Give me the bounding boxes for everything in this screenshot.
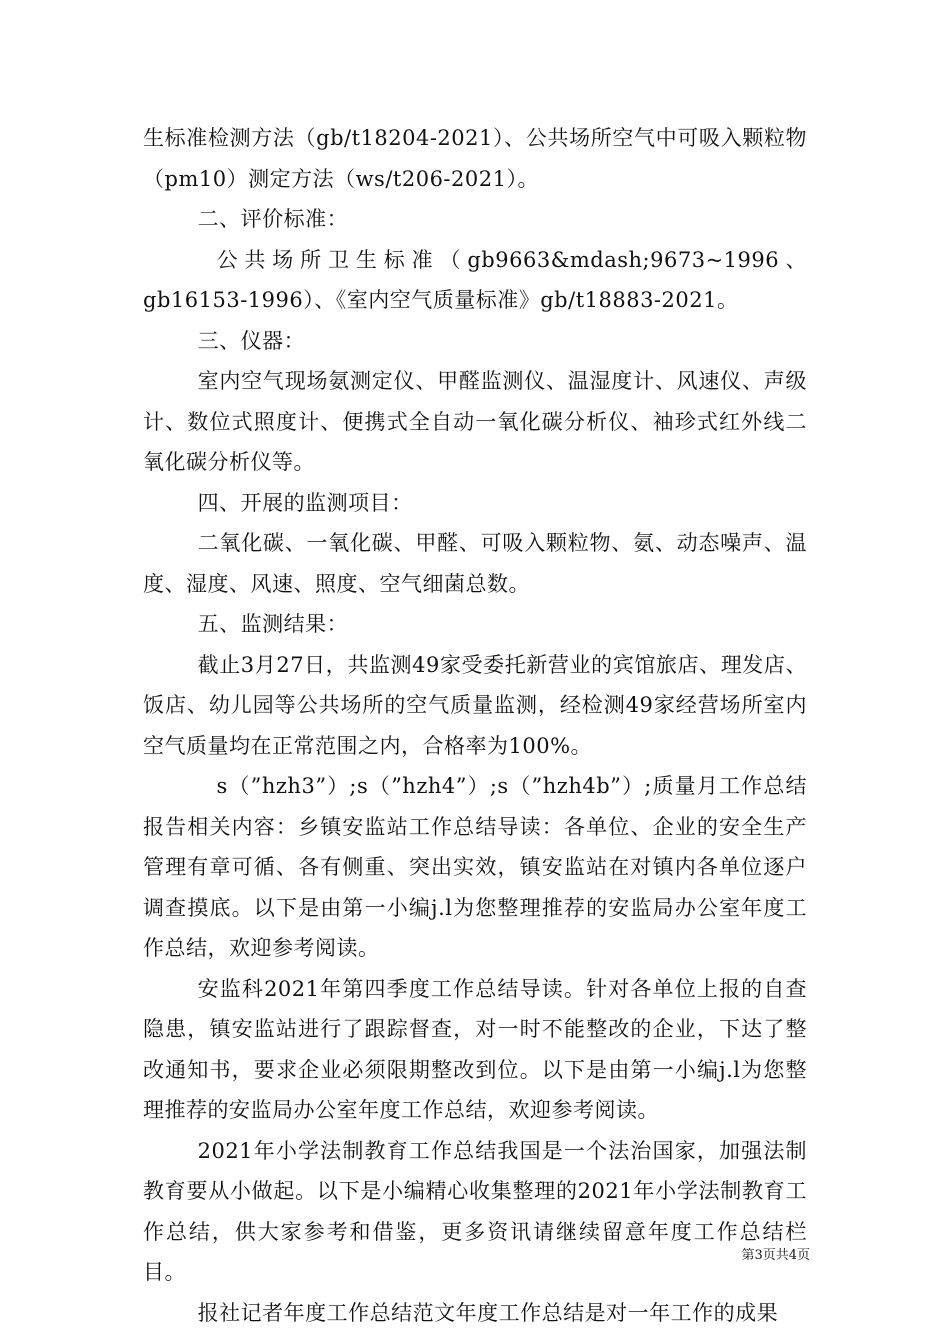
paragraph-reporter-annual-summary: 报社记者年度工作总结范文年度工作总结是对一年工作的成果 [197,1300,779,1325]
paragraph-evaluation-standards: 公共场所卫生标准（gb9663&mdash;9673~1996、gb16153-1996）、《室内空气质量标准》gb/t18883-2021。 [143,247,807,312]
paragraph-monitoring-items: 二氧化碳、一氧化碳、甲醛、可吸入颗粒物、氨、动态噪声、温度、湿度、风速、照度、空气细菌总数。 [143,531,807,596]
section-heading-instruments: 三、仪器： [197,328,306,353]
paragraph-monitoring-results: 截止3月27日，共监测49家受委托新营业的宾馆旅店、理发店、饭店、幼儿园等公共场所的空气质量监测，经检测49家经营场所室内空气质量均在正常范围之内，合格率为100%。 [143,652,807,758]
page-number-footer: 第3页共4页 [741,1248,810,1263]
paragraph-instruments: 室内空气现场氨测定仪、甲醛监测仪、温湿度计、风速仪、声级计、数位式照度计、便携式全自动一氧化碳分析仪、袖珍式红外线二氧化碳分析仪等。 [143,369,807,474]
paragraph-methods-continued: 生标准检测方法（gb/t18204-2021）、公共场所空气中可吸入颗粒物（pm10）测定方法（ws/t206-2021）。 [143,126,807,191]
paragraph-safety-q4-summary: 安监科2021年第四季度工作总结导读。针对各单位上报的自查隐患，镇安监站进行了跟踪督查，对一时不能整改的企业，下达了整改通知书，要求企业必须限期整改到位。以下是由第一小编j.l为您整理推荐的安监局办公室年度工作总结，欢迎参考阅读。 [143,976,807,1122]
section-heading-monitoring-items: 四、开展的监测项目： [197,490,413,515]
paragraph-school-legal-education: 2021年小学法制教育工作总结我国是一个法治国家，加强法制教育要从小做起。以下是小编精心收集整理的2021年小学法制教育工作总结，供大家参考和借鉴，更多资讯请继续留意年度工作总结栏目。 [143,1138,807,1284]
section-heading-monitoring-results: 五、监测结果： [197,612,349,636]
section-heading-evaluation-standards: 二、评价标准： [197,207,349,231]
paragraph-quality-month-summary: s（”hzh3”）;s（”hzh4”）;s（”hzh4b”）;质量月工作总结报告相关内容：乡镇安监站工作总结导读：各单位、企业的安全生产管理有章可循、各有侧重、突出实效，镇安监站在对镇内各单位逐户调查摸底。以下是由第一小编j.l为您整理推荐的安监局办公室年度工作总结，欢迎参考阅读。 [143,774,807,960]
document-body [143,118,807,1333]
